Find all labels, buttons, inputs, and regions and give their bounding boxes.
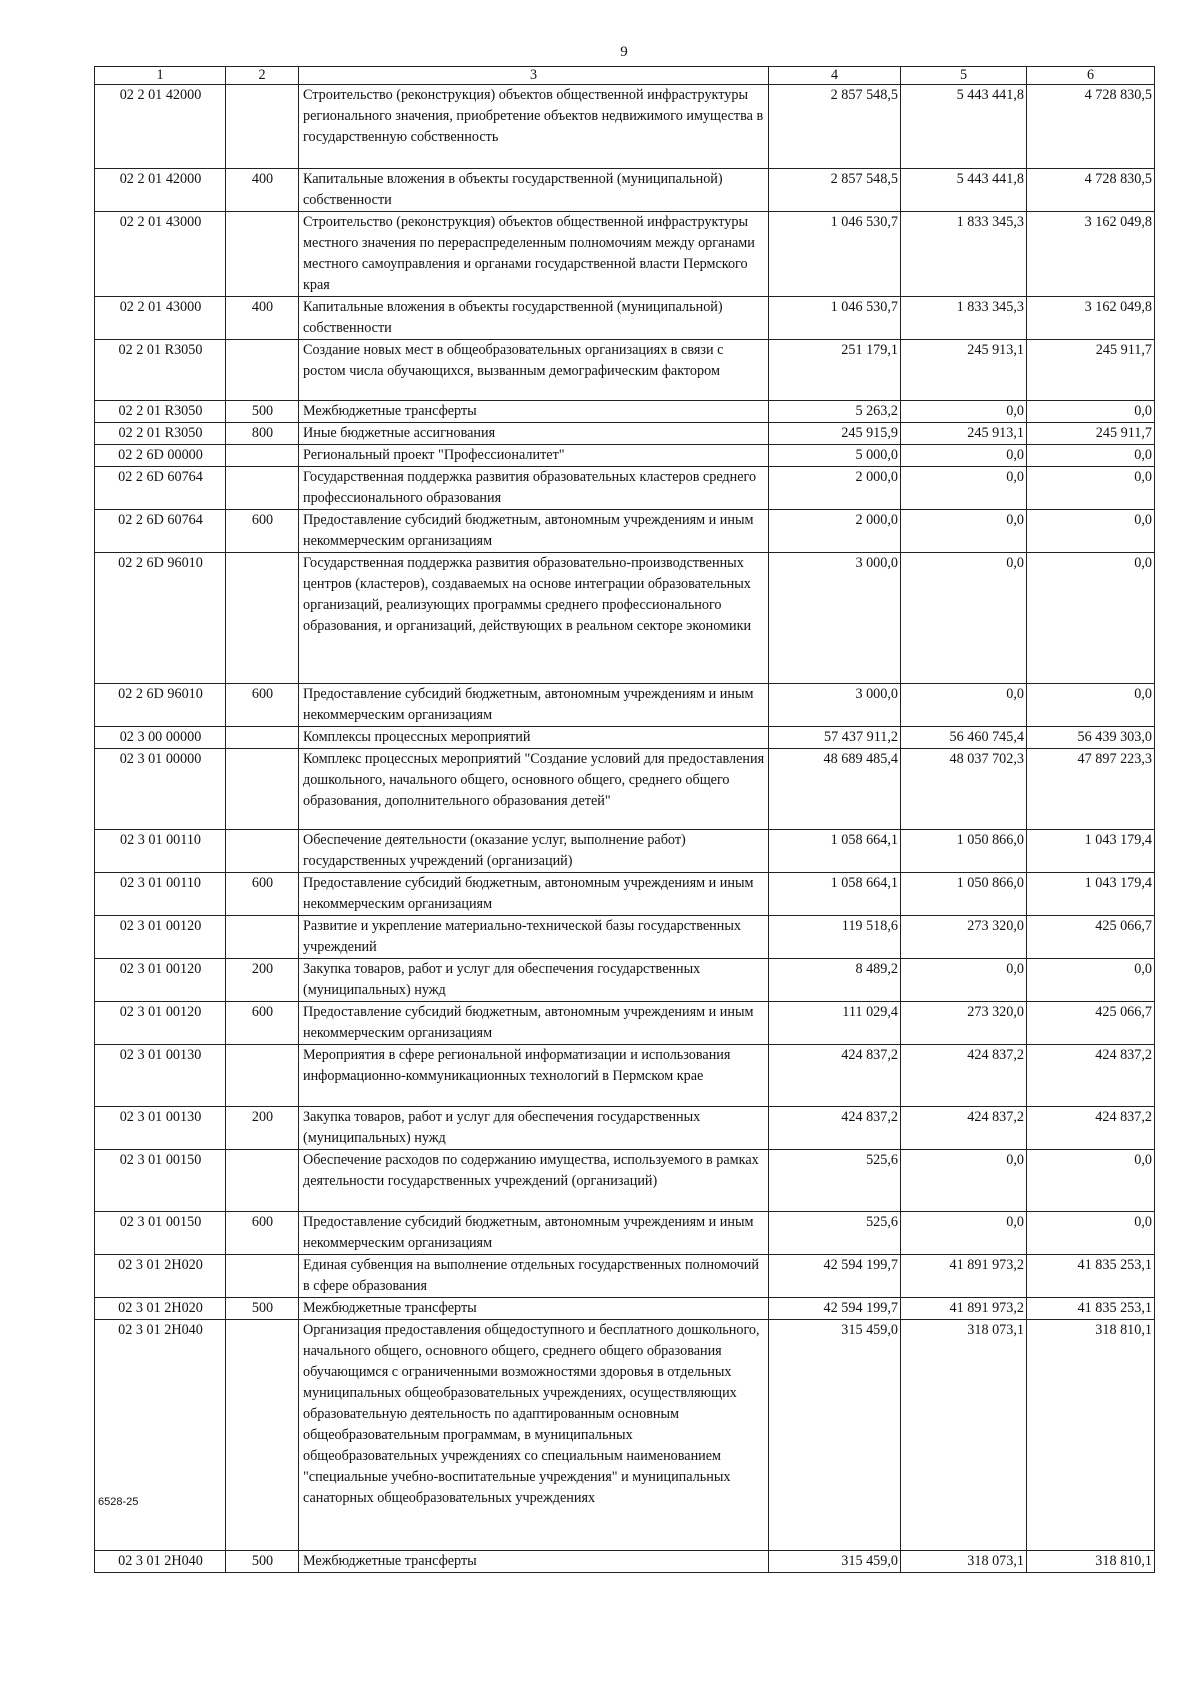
header-row xyxy=(95,67,1155,85)
row-code: 02 2 6D 60764 xyxy=(95,510,226,553)
row-amount-col6: 3 162 049,8 xyxy=(1027,212,1155,297)
row-amount-col5: 318 073,1 xyxy=(901,1551,1027,1573)
row-amount-col6: 0,0 xyxy=(1027,467,1155,510)
row-description: Региональный проект "Профессионалитет" xyxy=(299,445,769,467)
row-code: 02 3 01 2Н020 xyxy=(95,1298,226,1320)
row-expense-type: 800 xyxy=(226,423,299,445)
row-amount-col4: 525,6 xyxy=(769,1212,901,1255)
row-amount-col4: 119 518,6 xyxy=(769,916,901,959)
header-cell: 2 xyxy=(226,67,299,85)
row-amount-col6: 424 837,2 xyxy=(1027,1045,1155,1107)
row-code: 02 2 01 43000 xyxy=(95,297,226,340)
table-row xyxy=(95,553,1155,684)
table-body xyxy=(95,85,1155,1573)
row-expense-type xyxy=(226,85,299,169)
row-code: 02 3 01 00130 xyxy=(95,1045,226,1107)
row-amount-col5: 273 320,0 xyxy=(901,916,1027,959)
row-amount-col6: 245 911,7 xyxy=(1027,423,1155,445)
row-amount-col5: 41 891 973,2 xyxy=(901,1255,1027,1298)
header-cell: 3 xyxy=(299,67,769,85)
row-amount-col4: 2 000,0 xyxy=(769,467,901,510)
row-description: Комплексы процессных мероприятий xyxy=(299,727,769,749)
row-description: Предоставление субсидий бюджетным, автономным учреждениям и иным некоммерческим организациям xyxy=(299,1212,769,1255)
row-amount-col4: 3 000,0 xyxy=(769,684,901,727)
row-code: 02 3 00 00000 xyxy=(95,727,226,749)
row-amount-col6: 4 728 830,5 xyxy=(1027,169,1155,212)
row-expense-type xyxy=(226,916,299,959)
row-amount-col6: 4 728 830,5 xyxy=(1027,85,1155,169)
row-expense-type: 400 xyxy=(226,169,299,212)
row-amount-col5: 41 891 973,2 xyxy=(901,1298,1027,1320)
row-expense-type xyxy=(226,1255,299,1298)
row-description: Единая субвенция на выполнение отдельных государственных полномочий в сфере образования xyxy=(299,1255,769,1298)
row-description: Государственная поддержка развития образовательно-производственных центров (кластеров), создаваемых на основе интеграции образовательных организаций, реализующих программы среднего профессионального образования, и организаций, действующих в реальном секторе экономики xyxy=(299,553,769,684)
table-row xyxy=(95,830,1155,873)
row-description: Создание новых мест в общеобразовательных организациях в связи с ростом числа обучающихся, вызванным демографическим фактором xyxy=(299,340,769,401)
row-amount-col4: 315 459,0 xyxy=(769,1551,901,1573)
row-description: Развитие и укрепление материально-технической базы государственных учреждений xyxy=(299,916,769,959)
row-expense-type: 600 xyxy=(226,873,299,916)
row-amount-col4: 1 058 664,1 xyxy=(769,873,901,916)
row-code: 02 2 6D 96010 xyxy=(95,553,226,684)
row-expense-type: 600 xyxy=(226,510,299,553)
row-amount-col4: 5 000,0 xyxy=(769,445,901,467)
row-amount-col4: 525,6 xyxy=(769,1150,901,1212)
row-amount-col6: 424 837,2 xyxy=(1027,1107,1155,1150)
row-amount-col4: 48 689 485,4 xyxy=(769,749,901,830)
row-amount-col4: 2 857 548,5 xyxy=(769,85,901,169)
row-expense-type: 200 xyxy=(226,959,299,1002)
row-description: Предоставление субсидий бюджетным, автономным учреждениям и иным некоммерческим организациям xyxy=(299,510,769,553)
row-amount-col5: 0,0 xyxy=(901,1212,1027,1255)
row-amount-col5: 245 913,1 xyxy=(901,340,1027,401)
row-code: 02 2 01 R3050 xyxy=(95,340,226,401)
row-amount-col6: 41 835 253,1 xyxy=(1027,1255,1155,1298)
row-description: Предоставление субсидий бюджетным, автономным учреждениям и иным некоммерческим организациям xyxy=(299,873,769,916)
row-description: Организация предоставления общедоступного и бесплатного дошкольного, начального общего, основного общего, среднего общего образования обучающимся с ограниченными возможностями здоровья в отдельных муниципальных общеобразовательных учреждениях, осуществляющих образовательную деятельность по адаптированным основным общеобразовательным программам, в муниципальных общеобразовательных учреждениях со специальным наименованием "специальные учебно-воспитательные учреждения" и муниципальных санаторных общеобразовательных учреждениях xyxy=(299,1320,769,1551)
row-amount-col4: 424 837,2 xyxy=(769,1045,901,1107)
row-description: Предоставление субсидий бюджетным, автономным учреждениям и иным некоммерческим организациям xyxy=(299,1002,769,1045)
row-expense-type: 200 xyxy=(226,1107,299,1150)
row-code: 02 3 01 00120 xyxy=(95,959,226,1002)
header-cell: 5 xyxy=(901,67,1027,85)
row-description: Предоставление субсидий бюджетным, автономным учреждениям и иным некоммерческим организациям xyxy=(299,684,769,727)
row-amount-col6: 0,0 xyxy=(1027,684,1155,727)
row-amount-col6: 1 043 179,4 xyxy=(1027,830,1155,873)
row-expense-type: 600 xyxy=(226,1212,299,1255)
row-amount-col6: 0,0 xyxy=(1027,510,1155,553)
table-row xyxy=(95,749,1155,830)
row-expense-type xyxy=(226,467,299,510)
row-amount-col5: 424 837,2 xyxy=(901,1045,1027,1107)
table-row xyxy=(95,1002,1155,1045)
row-expense-type: 500 xyxy=(226,401,299,423)
row-amount-col4: 42 594 199,7 xyxy=(769,1298,901,1320)
row-amount-col5: 0,0 xyxy=(901,445,1027,467)
header-cell: 1 xyxy=(95,67,226,85)
row-amount-col6: 0,0 xyxy=(1027,959,1155,1002)
table-row xyxy=(95,1320,1155,1551)
row-amount-col4: 3 000,0 xyxy=(769,553,901,684)
row-amount-col5: 424 837,2 xyxy=(901,1107,1027,1150)
row-amount-col5: 5 443 441,8 xyxy=(901,169,1027,212)
row-amount-col5: 318 073,1 xyxy=(901,1320,1027,1551)
row-code: 02 2 6D 96010 xyxy=(95,684,226,727)
row-code: 02 3 01 2Н040 xyxy=(95,1320,226,1551)
row-amount-col5: 273 320,0 xyxy=(901,1002,1027,1045)
row-amount-col6: 0,0 xyxy=(1027,1150,1155,1212)
document-code: 6528-25 xyxy=(98,1496,139,1508)
row-code: 02 3 01 00120 xyxy=(95,1002,226,1045)
row-expense-type xyxy=(226,749,299,830)
row-description: Обеспечение расходов по содержанию имущества, используемого в рамках деятельности государственных учреждений (организаций) xyxy=(299,1150,769,1212)
table-row xyxy=(95,1255,1155,1298)
row-amount-col6: 56 439 303,0 xyxy=(1027,727,1155,749)
row-expense-type xyxy=(226,1320,299,1551)
row-description: Межбюджетные трансферты xyxy=(299,1551,769,1573)
table-row xyxy=(95,727,1155,749)
row-amount-col5: 0,0 xyxy=(901,467,1027,510)
row-amount-col5: 0,0 xyxy=(901,553,1027,684)
row-code: 02 3 01 00120 xyxy=(95,916,226,959)
table-row xyxy=(95,212,1155,297)
row-expense-type xyxy=(226,830,299,873)
row-description: Капитальные вложения в объекты государственной (муниципальной) собственности xyxy=(299,297,769,340)
row-amount-col5: 0,0 xyxy=(901,959,1027,1002)
row-expense-type xyxy=(226,553,299,684)
row-amount-col4: 245 915,9 xyxy=(769,423,901,445)
row-description: Мероприятия в сфере региональной информатизации и использования информационно-коммуникационных технологий в Пермском крае xyxy=(299,1045,769,1107)
row-amount-col6: 318 810,1 xyxy=(1027,1551,1155,1573)
table-row xyxy=(95,510,1155,553)
row-expense-type xyxy=(226,340,299,401)
row-code: 02 2 01 R3050 xyxy=(95,423,226,445)
row-amount-col6: 0,0 xyxy=(1027,401,1155,423)
row-description: Закупка товаров, работ и услуг для обеспечения государственных (муниципальных) нужд xyxy=(299,1107,769,1150)
row-amount-col6: 1 043 179,4 xyxy=(1027,873,1155,916)
row-description: Строительство (реконструкция) объектов общественной инфраструктуры местного значения по перераспределенным полномочиям между органами местного самоуправления и органами государственной власти Пермского края xyxy=(299,212,769,297)
row-amount-col4: 8 489,2 xyxy=(769,959,901,1002)
row-amount-col5: 1 833 345,3 xyxy=(901,297,1027,340)
header-cell: 4 xyxy=(769,67,901,85)
row-code: 02 3 01 2Н040 xyxy=(95,1551,226,1573)
row-amount-col4: 42 594 199,7 xyxy=(769,1255,901,1298)
row-amount-col5: 0,0 xyxy=(901,401,1027,423)
row-code: 02 2 6D 60764 xyxy=(95,467,226,510)
row-expense-type xyxy=(226,727,299,749)
row-amount-col4: 1 058 664,1 xyxy=(769,830,901,873)
row-amount-col5: 48 037 702,3 xyxy=(901,749,1027,830)
row-amount-col5: 0,0 xyxy=(901,684,1027,727)
row-code: 02 2 01 42000 xyxy=(95,85,226,169)
row-amount-col4: 57 437 911,2 xyxy=(769,727,901,749)
row-expense-type xyxy=(226,1045,299,1107)
row-description: Межбюджетные трансферты xyxy=(299,1298,769,1320)
row-code: 02 3 01 00130 xyxy=(95,1107,226,1150)
row-code: 02 3 01 00000 xyxy=(95,749,226,830)
budget-table xyxy=(94,66,1155,1573)
row-code: 02 2 01 42000 xyxy=(95,169,226,212)
row-description: Строительство (реконструкция) объектов общественной инфраструктуры регионального значения, приобретение объектов недвижимого имущества в государственную собственность xyxy=(299,85,769,169)
row-amount-col6: 0,0 xyxy=(1027,445,1155,467)
row-amount-col5: 0,0 xyxy=(901,510,1027,553)
table-row xyxy=(95,1212,1155,1255)
row-description: Государственная поддержка развития образовательных кластеров среднего профессионального образования xyxy=(299,467,769,510)
table-row xyxy=(95,916,1155,959)
row-amount-col5: 5 443 441,8 xyxy=(901,85,1027,169)
table-row xyxy=(95,445,1155,467)
row-amount-col5: 1 050 866,0 xyxy=(901,873,1027,916)
row-code: 02 3 01 00150 xyxy=(95,1150,226,1212)
row-amount-col6: 245 911,7 xyxy=(1027,340,1155,401)
table-row xyxy=(95,340,1155,401)
row-code: 02 3 01 00110 xyxy=(95,873,226,916)
table-row xyxy=(95,297,1155,340)
row-amount-col6: 425 066,7 xyxy=(1027,1002,1155,1045)
row-amount-col5: 56 460 745,4 xyxy=(901,727,1027,749)
row-amount-col6: 47 897 223,3 xyxy=(1027,749,1155,830)
row-amount-col4: 111 029,4 xyxy=(769,1002,901,1045)
table-row xyxy=(95,85,1155,169)
table-row xyxy=(95,1107,1155,1150)
row-code: 02 3 01 2Н020 xyxy=(95,1255,226,1298)
row-amount-col6: 41 835 253,1 xyxy=(1027,1298,1155,1320)
row-amount-col4: 315 459,0 xyxy=(769,1320,901,1551)
row-amount-col6: 0,0 xyxy=(1027,1212,1155,1255)
row-expense-type xyxy=(226,1150,299,1212)
row-code: 02 3 01 00150 xyxy=(95,1212,226,1255)
row-amount-col6: 3 162 049,8 xyxy=(1027,297,1155,340)
header-cell: 6 xyxy=(1027,67,1155,85)
row-expense-type: 500 xyxy=(226,1551,299,1573)
row-amount-col4: 424 837,2 xyxy=(769,1107,901,1150)
row-code: 02 2 01 R3050 xyxy=(95,401,226,423)
table-row xyxy=(95,467,1155,510)
table-row xyxy=(95,169,1155,212)
row-expense-type: 600 xyxy=(226,684,299,727)
row-amount-col4: 2 000,0 xyxy=(769,510,901,553)
table-row xyxy=(95,684,1155,727)
table-row xyxy=(95,1045,1155,1107)
page-number: 9 xyxy=(620,44,628,60)
row-amount-col6: 318 810,1 xyxy=(1027,1320,1155,1551)
row-code: 02 3 01 00110 xyxy=(95,830,226,873)
table-row xyxy=(95,873,1155,916)
row-description: Комплекс процессных мероприятий "Создание условий для предоставления дошкольного, начального общего, основного общего, среднего общего образования, дополнительного образования детей" xyxy=(299,749,769,830)
row-description: Капитальные вложения в объекты государственной (муниципальной) собственности xyxy=(299,169,769,212)
table-row xyxy=(95,423,1155,445)
row-amount-col4: 1 046 530,7 xyxy=(769,297,901,340)
row-description: Иные бюджетные ассигнования xyxy=(299,423,769,445)
row-amount-col4: 1 046 530,7 xyxy=(769,212,901,297)
row-code: 02 2 01 43000 xyxy=(95,212,226,297)
table-row xyxy=(95,959,1155,1002)
row-description: Обеспечение деятельности (оказание услуг, выполнение работ) государственных учреждений (организаций) xyxy=(299,830,769,873)
table-row xyxy=(95,1298,1155,1320)
row-amount-col6: 425 066,7 xyxy=(1027,916,1155,959)
row-expense-type: 500 xyxy=(226,1298,299,1320)
row-amount-col5: 1 833 345,3 xyxy=(901,212,1027,297)
row-amount-col6: 0,0 xyxy=(1027,553,1155,684)
row-expense-type: 600 xyxy=(226,1002,299,1045)
table-row xyxy=(95,1150,1155,1212)
row-amount-col5: 1 050 866,0 xyxy=(901,830,1027,873)
row-expense-type: 400 xyxy=(226,297,299,340)
row-amount-col5: 0,0 xyxy=(901,1150,1027,1212)
row-code: 02 2 6D 00000 xyxy=(95,445,226,467)
table-row xyxy=(95,1551,1155,1573)
row-description: Закупка товаров, работ и услуг для обеспечения государственных (муниципальных) нужд xyxy=(299,959,769,1002)
row-amount-col4: 5 263,2 xyxy=(769,401,901,423)
row-amount-col5: 245 913,1 xyxy=(901,423,1027,445)
table-row xyxy=(95,401,1155,423)
row-description: Межбюджетные трансферты xyxy=(299,401,769,423)
row-amount-col4: 251 179,1 xyxy=(769,340,901,401)
row-amount-col4: 2 857 548,5 xyxy=(769,169,901,212)
row-expense-type xyxy=(226,445,299,467)
row-expense-type xyxy=(226,212,299,297)
